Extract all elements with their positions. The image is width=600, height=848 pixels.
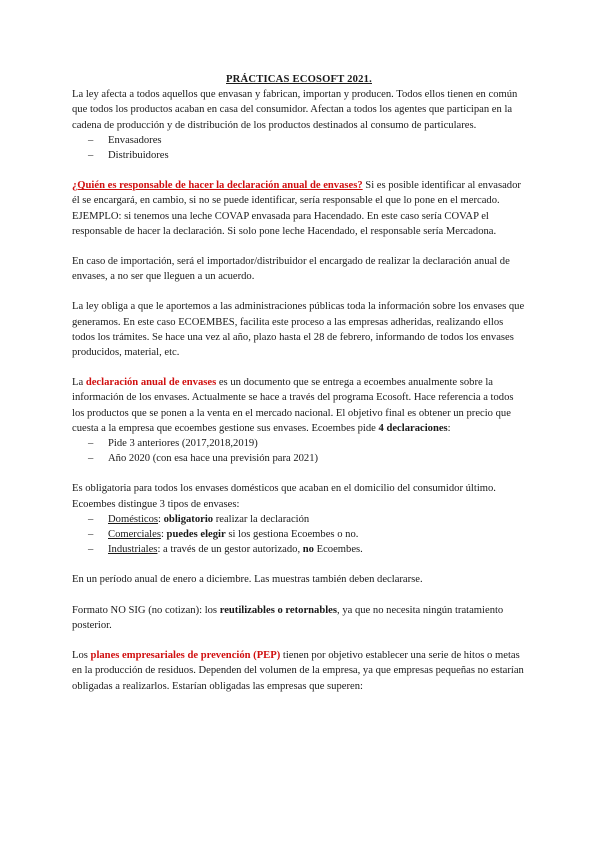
- nosig-rest: , ya que no necesita ningún tratamiento posterior.: [72, 604, 504, 631]
- responsible-text: Si es posible identificar al envasador él se encargará, en cambio, si no se puede identificar, sería responsable el que lo pone en el mercado. EJEMPLO: si tenemos una leche COVAP envasada para Hacendado. En este caso sería COVAP el responsable de hacer la declaración. Si solo pone leche Hacendado, el responsable sería Mercadona.: [72, 180, 521, 237]
- paragraph-pep: [72, 648, 526, 694]
- type-name: Domésticos: [108, 513, 159, 525]
- paragraph-obligatory: Es obligatoria para todos los envases domésticos que acaban en el domicilio del consumidor último. Ecoembes distingue 3 tipos de envases:: [72, 483, 496, 510]
- type-name: Comerciales: [108, 529, 161, 541]
- type-rest: si los gestiona Ecoembes o no.: [225, 529, 359, 541]
- paragraph-intro: La ley afecta a todos aquellos que envasan y fabrican, importan y producen. Todos ellos tienen en común que todos los productos acaban en casa del consumidor. Afectan a todos los agentes que participan en la cadena de producción y de distribución de los productos destinados al consumo de particulares.: [72, 89, 518, 131]
- list-item: [88, 527, 526, 542]
- list-item: – Envasadores: [88, 133, 526, 148]
- years-list: [72, 436, 526, 466]
- paragraph-responsible: [72, 178, 526, 239]
- paragraph-period: En un período anual de enero a diciembre. Las muestras también deben declararse.: [72, 574, 423, 586]
- type-bold: puedes elegir: [166, 529, 226, 541]
- type-sep: :: [158, 513, 164, 525]
- pep-pre: Los: [72, 650, 91, 662]
- declaration-count: 4 declaraciones: [378, 422, 448, 434]
- question-heading: ¿Quién es responsable de hacer la declaración anual de envases?: [72, 180, 363, 192]
- declaration-text: es un documento que se entrega a ecoembes anualmente sobre la información de los envases. Actualmente se hace a través del programa Ecosoft. Hace referencia a todos los productos que se ponen a la venta en el mercado nacional. El objetivo final es obtener un precio que cuesta a la empresa que ecoembes gestione sus envases. Ecoembes pide: [72, 377, 514, 434]
- nosig-pre: Formato NO SIG (no cotizan): los: [72, 604, 220, 616]
- list-item: [88, 512, 526, 527]
- paragraph-declaration: [72, 375, 526, 436]
- list-item: [88, 542, 526, 557]
- paragraph-import: En caso de importación, será el importador/distribuidor el encargado de realizar la declaración anual de envases, a no ser que lleguen a un acuerdo.: [72, 256, 510, 283]
- type-sep: :: [160, 529, 167, 541]
- envase-types-list: [72, 512, 526, 558]
- type-name: Industriales: [108, 544, 158, 556]
- declaration-term: declaración anual de envases: [85, 377, 217, 389]
- agents-list: [72, 133, 526, 163]
- declaration-pre: La: [72, 377, 86, 389]
- paragraph-law: La ley obliga a que le aportemos a las administraciones públicas toda la información sobre los envases que generamos. En este caso ECOEMBES, facilita este proceso a las empresas adheridas, realizando ellos todos los trámites. Se hace una vez al año, plazo hasta el 28 de febrero, informando de todos los envases producidos, material, etc.: [72, 301, 525, 359]
- list-item: – Distribuidores: [88, 148, 526, 163]
- type-bold: no: [302, 544, 314, 556]
- pep-term: planes empresariales de prevención (PEP): [90, 650, 281, 662]
- declaration-end: :: [447, 422, 451, 434]
- nosig-bold: reutilizables o retornables: [219, 604, 338, 616]
- page-title: PRÁCTICAS ECOSOFT 2021.: [226, 74, 372, 85]
- type-sep: : a través de un gestor autorizado,: [157, 544, 303, 556]
- type-rest: realizar la declaración: [213, 513, 310, 525]
- list-item: – Año 2020 (con esa hace una previsión para 2021): [88, 451, 526, 466]
- paragraph-no-sig: [72, 603, 526, 633]
- list-item: – Pide 3 anteriores (2017,2018,2019): [88, 436, 526, 451]
- pep-rest: tienen por objetivo establecer una serie de hitos o metas en la producción de residuos. Dependen del volumen de la empresa, ya que empresas pequeñas no estarían obligadas a realizarlos. Estarían obligadas las empresas que superen:: [72, 650, 524, 692]
- type-bold: obligatorio: [163, 513, 214, 525]
- type-rest: Ecoembes.: [313, 544, 363, 556]
